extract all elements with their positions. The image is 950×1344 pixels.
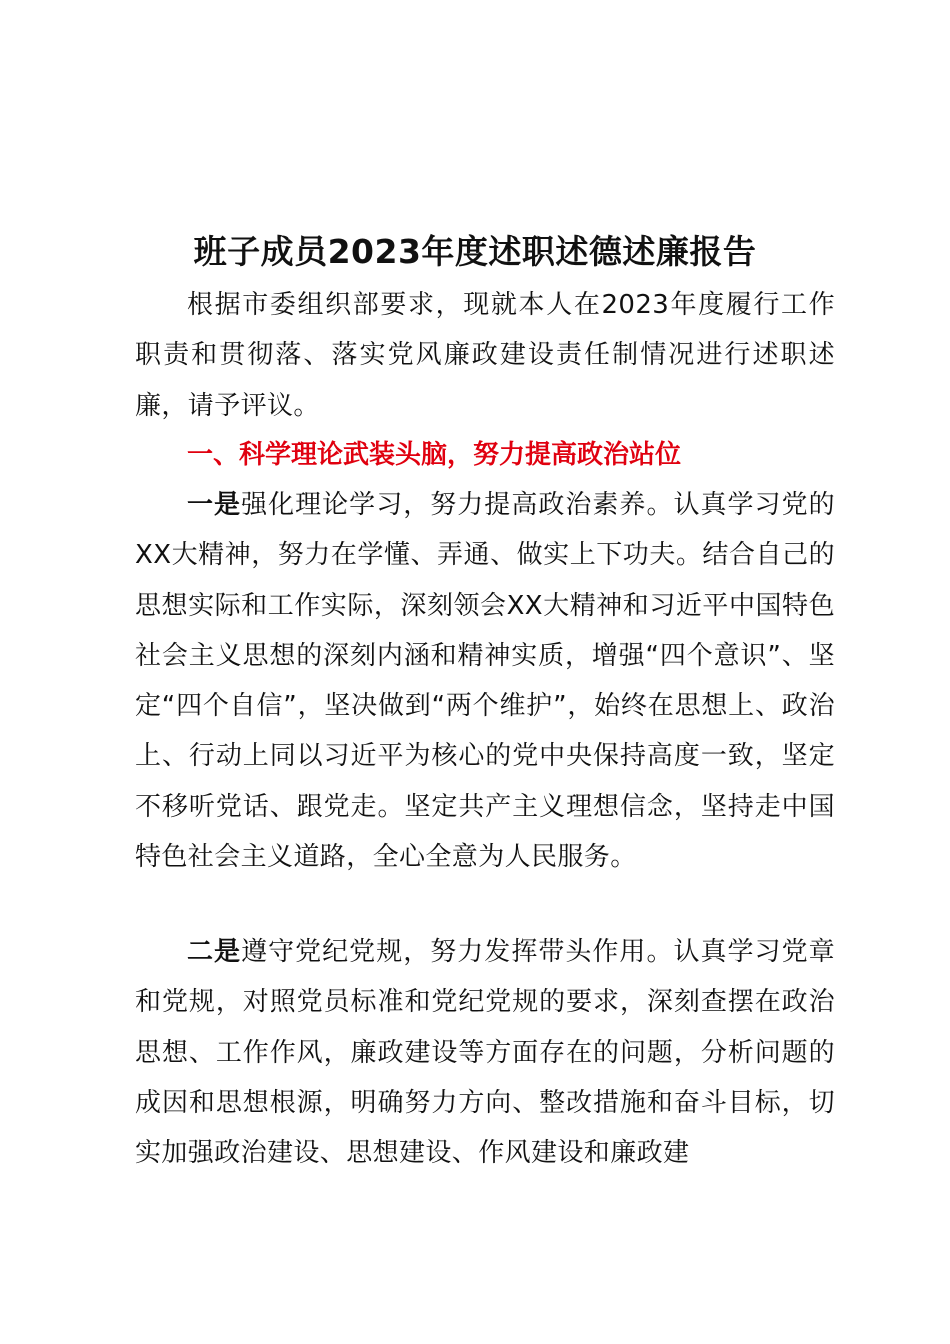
paragraph-2-body: 遵守党纪党规，努力发挥带头作用。认真学习党章和党规，对照党员标准和党纪党规的要求，深刻查摆在政治思想、工作作风，廉政建设等方面存在的问题，分析问题的成因和思想根源，明确努力方向、整改措施和奋斗目标，切实加强政治建设、思想建设、作风建设和廉政建 <box>135 937 835 1169</box>
paragraph-1 <box>135 480 835 882</box>
section-heading: 一、科学理论武装头脑，努力提高政治站位 <box>187 440 682 470</box>
document-title: 班子成员2023年度述职述德述廉报告 <box>193 232 757 272</box>
paragraph-1-body: 强化理论学习，努力提高政治素养。认真学习党的XX大精神，努力在学懂、弄通、做实上下功夫。结合自己的思想实际和工作实际，深刻领会XX大精神和习近平中国特色社会主义思想的深刻内涵和精神实质，增强“四个意识”、坚定“四个自信”，坚决做到“两个维护”，始终在思想上、政治上、行动上同以习近平为核心的党中央保持高度一致，坚定不移听党话、跟党走。坚定共产主义理想信念，坚持走中国特色社会主义道路，全心全意为人民服务。 <box>135 490 835 873</box>
intro-paragraph: 根据市委组织部要求，现就本人在2023年度履行工作职责和贯彻落、落实党风廉政建设责任制情况进行述职述廉，请予评议。 <box>135 290 835 421</box>
paragraph-2 <box>135 927 835 1178</box>
paragraph-2-lead: 二是 <box>187 937 242 967</box>
paragraph-1-lead: 一是 <box>187 490 242 520</box>
